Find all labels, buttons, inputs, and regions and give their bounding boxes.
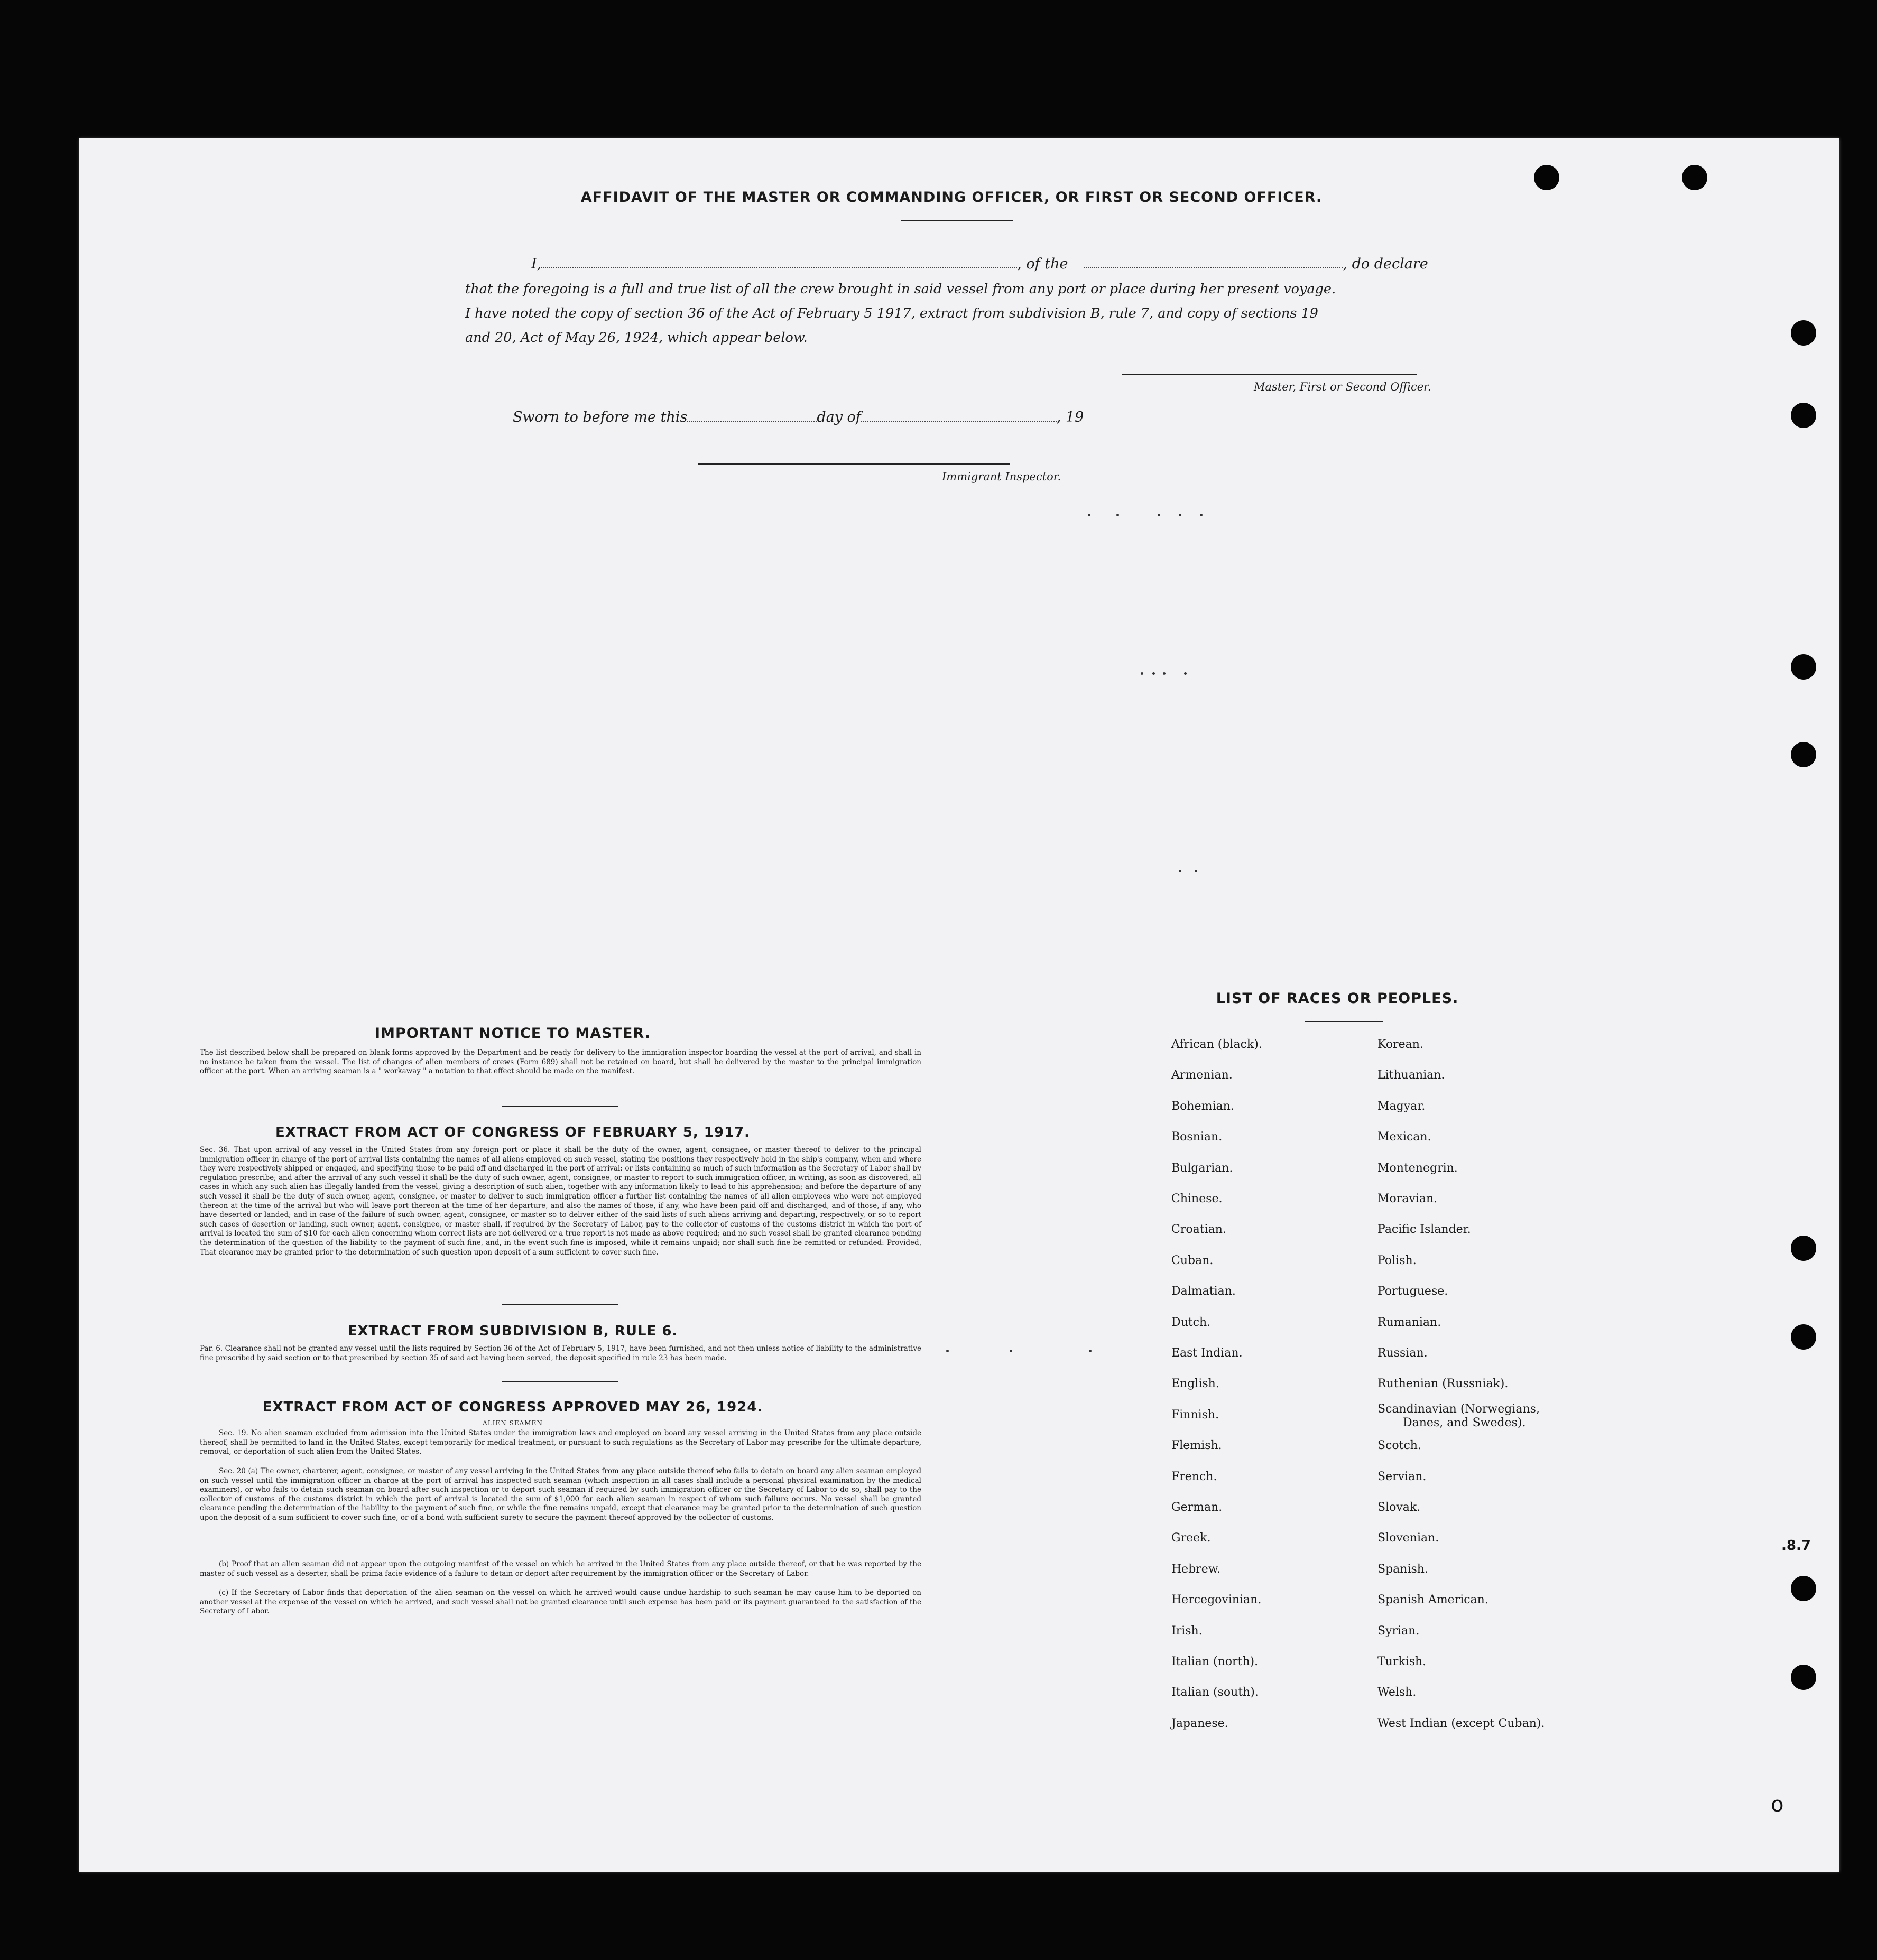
extract-1917-title: EXTRACT FROM ACT OF CONGRESS OF FEBRUARY 5, 1917.	[275, 1125, 751, 1140]
sworn-day-field[interactable]	[687, 421, 817, 422]
race-item: Dutch.	[1171, 1315, 1211, 1329]
races-title-underline	[1305, 1021, 1383, 1022]
notice-title: IMPORTANT NOTICE TO MASTER.	[375, 1025, 651, 1042]
ink-speck	[1195, 870, 1197, 872]
race-item: African (black).	[1171, 1038, 1262, 1051]
race-item: Slovak.	[1377, 1501, 1421, 1514]
notice-body: The list described below shall be prepared on blank forms approved by the Department and be ready for delivery to the immigration inspector boarding the vessel at the port of arrival, and shall in no instance be taken from the vessel. The list of changes of alien members of crews (Form 689) shall not be retained on board, but shall be delivered by the master to the principal immigration officer at the port. When an arriving seaman is a " workaway " a notation to that effect should be made on the manifest.	[200, 1048, 921, 1076]
race-item: Cuban.	[1171, 1253, 1214, 1267]
race-item: Croatian.	[1171, 1223, 1226, 1237]
master-signature-label: Master, First or Second Officer.	[1254, 380, 1431, 393]
race-item: Spanish.	[1377, 1562, 1428, 1576]
race-item: Polish.	[1377, 1253, 1417, 1267]
race-item: Magyar.	[1377, 1099, 1426, 1113]
margin-mark: o	[1771, 1792, 1784, 1817]
race-item: Scandinavian (Norwegians,	[1377, 1402, 1540, 1416]
master-signature-line[interactable]	[1122, 374, 1417, 375]
race-item: Finnish.	[1171, 1408, 1219, 1422]
sec-20c: (c) If the Secretary of Labor finds that deportation of the alien seaman on the vessel on which he arrived would cause undue hardship to such seaman he may cause him to be deported on another vessel at the expense of the vessel on which he arrived, and such vessel shall not be granted clearance until such expense has been paid or its payment guaranteed to the satisfaction of the Secretary of Labor.	[200, 1589, 921, 1616]
race-item: Bohemian.	[1171, 1099, 1234, 1113]
ink-speck	[1158, 514, 1160, 516]
race-item: Irish.	[1171, 1624, 1203, 1638]
race-item: German.	[1171, 1501, 1223, 1514]
race-item: Welsh.	[1377, 1686, 1417, 1699]
divider	[502, 1304, 618, 1305]
race-item: French.	[1171, 1470, 1217, 1483]
race-item: Rumanian.	[1377, 1315, 1441, 1329]
race-item: Italian (south).	[1171, 1686, 1259, 1699]
race-item: Dalmatian.	[1171, 1285, 1236, 1298]
punch-hole	[1791, 320, 1816, 346]
punch-hole	[1791, 1236, 1816, 1261]
subdivision-b-body: Par. 6. Clearance shall not be granted any vessel until the lists required by Section 36 of the Act of February 5, 1917, have been furnished, and not then unless notice of liability to the administrative fine prescribed by said section or to that prescribed by section 35 of said act having been served, the deposit specified in rule 23 has been made.	[200, 1344, 921, 1362]
affidavit-of-the: , of the	[1017, 256, 1068, 272]
form-sheet	[79, 138, 1839, 1872]
punch-hole	[1791, 742, 1816, 767]
races-list-left	[1171, 1038, 1383, 1862]
punch-hole	[1791, 654, 1816, 680]
race-item: Scotch.	[1377, 1439, 1421, 1453]
sec-20b: (b) Proof that an alien seaman did not appear upon the outgoing manifest of the vessel on which he arrived in the United States from any place outside thereof, or that he was reported by the master of such vessel as a deserter, shall be prima facie evidence of a failure to detain or deport after requirement by the immigration officer or the Secretary of Labor.	[200, 1560, 921, 1578]
sworn-line	[513, 409, 1084, 425]
sworn-month-field[interactable]	[861, 421, 1057, 422]
race-item: Montenegrin.	[1377, 1161, 1458, 1175]
extract-1917-body: Sec. 36. That upon arrival of any vessel in the United States from any foreign port or place it shall be the duty of the owner, agent, consignee, or master thereof to deliver to the principal immigration officer in charge of the port of arrival lists containing the names of all aliens employed on such vessel, stating the positions they respectively hold in the ship's company, when and where they were respectively shipped or engaged, and specifying those to be paid off and discharged in the port of arrival; or lists containing so much of such information as the Secretary of Labor shall by regulation prescribe; and after the arrival of any such vessel it shall be the duty of such owner, agent, consignee, or master to report to such immigration officer, in writing, as soon as discovered, all cases in which any such alien has illegally landed from the vessel, giving a description of such alien, together with any information likely to lead to his apprehension; and before the departure of any such vessel it shall be the duty of such owner, agent, consignee, or master to deliver to such immigration officer a further list containing the names of all alien employees who were not employed thereon at the time of the arrival but who will leave port thereon at the time of her departure, and also the names of those, if any, who have been paid off and discharged, and of those, if any, who have deserted or landed; and in case of the failure of such owner, agent, consignee, or master so to deliver either of the said lists of such aliens arriving and departing, respectively, or so to report such cases of desertion or landing, such owner, agent, consignee, or master shall, if required by the Secretary of Labor, pay to the collector of customs of the customs district in which the port of arrival is located the sum of $10 for each alien concerning whom correct lists are not delivered or a true report is not made as above required; and no such vessel shall be granted clearance pending the determination of the question of the liability to the payment of such fine, and, in the event such fine is imposed, while it remains unpaid; nor shall such fine be remitted or refunded: Provided, That clearance may be granted prior to the determination of such question upon deposit of a sum sufficient to cover such fine.	[200, 1146, 921, 1257]
race-item: Slovenian.	[1377, 1531, 1439, 1545]
punch-hole	[1791, 403, 1816, 428]
punch-hole	[1682, 165, 1707, 190]
alien-seamen-subtitle: ALIEN SEAMEN	[483, 1419, 543, 1427]
race-item: Japanese.	[1171, 1716, 1228, 1730]
ink-speck	[1179, 870, 1181, 872]
sec-19: Sec. 19. No alien seaman excluded from admission into the United States under the immigration laws and employed on board any vessel arriving in the United States from any place outside thereof, shall be permitted to land in the United States, except temporarily for medical treatment, or pursuant to such regulations as the Secretary of Labor may prescribe for the ultimate departure, removal, or deportation of such alien from the United States.	[200, 1429, 921, 1456]
race-item: Lithuanian.	[1377, 1069, 1445, 1082]
affidavit-line4: and 20, Act of May 26, 1924, which appear below.	[465, 330, 808, 346]
margin-mark: .8.7	[1781, 1538, 1811, 1554]
ink-speck	[1163, 672, 1166, 675]
race-item: Italian (north).	[1171, 1655, 1259, 1668]
race-item: Armenian.	[1171, 1069, 1233, 1082]
race-item: English.	[1171, 1377, 1219, 1391]
race-item: Bulgarian.	[1171, 1161, 1233, 1175]
inspector-signature-label: Immigrant Inspector.	[942, 470, 1061, 483]
affidavit-i: I,	[531, 256, 542, 272]
race-item: Moravian.	[1377, 1192, 1438, 1205]
sworn-prefix: Sworn to before me this	[513, 409, 688, 425]
race-item: Bosnian.	[1171, 1130, 1223, 1144]
affidavit-line2: that the foregoing is a full and true list of all the crew brought in said vessel from any port or place during her present voyage.	[465, 281, 1336, 297]
punch-hole	[1791, 1576, 1816, 1601]
race-item: Portuguese.	[1377, 1285, 1448, 1298]
race-item: Hercegovinian.	[1171, 1593, 1262, 1607]
affidavit-do-declare: , do declare	[1343, 256, 1428, 272]
ink-speck	[1152, 672, 1155, 675]
race-item: Ruthenian (Russniak).	[1377, 1377, 1509, 1391]
races-list-right	[1377, 1038, 1673, 1862]
ink-speck	[1141, 672, 1143, 675]
ink-speck	[1088, 514, 1090, 516]
race-item: Servian.	[1377, 1470, 1427, 1483]
vessel-field[interactable]	[1084, 267, 1343, 268]
ink-speck	[1116, 514, 1119, 516]
races-title: LIST OF RACES OR PEOPLES.	[1216, 990, 1459, 1007]
race-item: Pacific Islander.	[1377, 1223, 1471, 1237]
divider	[502, 1106, 618, 1107]
inspector-signature-line[interactable]	[698, 463, 1010, 465]
race-item: Chinese.	[1171, 1192, 1223, 1205]
affidavit-line3: I have noted the copy of section 36 of the Act of February 5 1917, extract from subdivision B, rule 7, and copy of sections 19	[465, 305, 1318, 321]
race-item: Spanish American.	[1377, 1593, 1488, 1607]
race-item: West Indian (except Cuban).	[1377, 1716, 1545, 1730]
name-field[interactable]	[541, 267, 1017, 268]
ink-speck	[1184, 672, 1187, 675]
sworn-year: , 19	[1056, 409, 1084, 425]
ink-speck	[946, 1350, 949, 1352]
subdivision-b-title: EXTRACT FROM SUBDIVISION B, RULE 6.	[347, 1323, 678, 1339]
race-item: Flemish.	[1171, 1439, 1222, 1453]
extract-1924-title: EXTRACT FROM ACT OF CONGRESS APPROVED MAY 26, 1924.	[262, 1399, 763, 1415]
race-item: Russian.	[1377, 1346, 1428, 1360]
race-item: Hebrew.	[1171, 1562, 1221, 1576]
race-item: Turkish.	[1377, 1655, 1427, 1668]
race-item: Korean.	[1377, 1038, 1423, 1051]
ink-speck	[1179, 514, 1181, 516]
punch-hole	[1534, 165, 1559, 190]
punch-hole	[1791, 1665, 1816, 1690]
race-item: Syrian.	[1377, 1624, 1420, 1638]
race-item: Mexican.	[1377, 1130, 1431, 1144]
race-item-continued: Danes, and Swedes).	[1403, 1416, 1526, 1429]
sworn-day-of: day of	[817, 409, 861, 425]
sec-20a: Sec. 20 (a) The owner, charterer, agent, consignee, or master of any vessel arriving in the United States from any place outside thereof who fails to detain on board any alien seaman employed on such vessel until the immigration officer in charge at the port of arrival has inspected such seaman (which inspection in all cases shall include a personal physical examination by the medical examiners), or who fails to detain such seaman on board after such inspection or to deport such seaman if required by such immigration officer or the Secretary of Labor to do so, shall pay to the collector of customs of the customs district in which the port of arrival is located the sum of $1,000 for each alien seaman in respect of whom such failure occurs. No vessel shall be granted clearance pending the determination of the liability to the payment of such fine, or while the fine remains unpaid, except that clearance may be granted prior to the determination of such question upon the deposit of a sum sufficient to cover such fine, or of a bond with sufficient surety to secure the payment thereof approved by the collector of customs.	[200, 1467, 921, 1522]
divider	[502, 1381, 618, 1382]
race-item: East Indian.	[1171, 1346, 1243, 1360]
affidavit-line1	[531, 256, 1428, 272]
ink-speck	[1200, 514, 1203, 516]
punch-hole	[1791, 1324, 1816, 1350]
title-underline	[901, 220, 1013, 221]
ink-speck	[1010, 1350, 1012, 1352]
affidavit-title: AFFIDAVIT OF THE MASTER OR COMMANDING OFFICER, OR FIRST OR SECOND OFFICER.	[580, 189, 1323, 206]
race-item: Greek.	[1171, 1531, 1211, 1545]
ink-speck	[1089, 1350, 1092, 1352]
